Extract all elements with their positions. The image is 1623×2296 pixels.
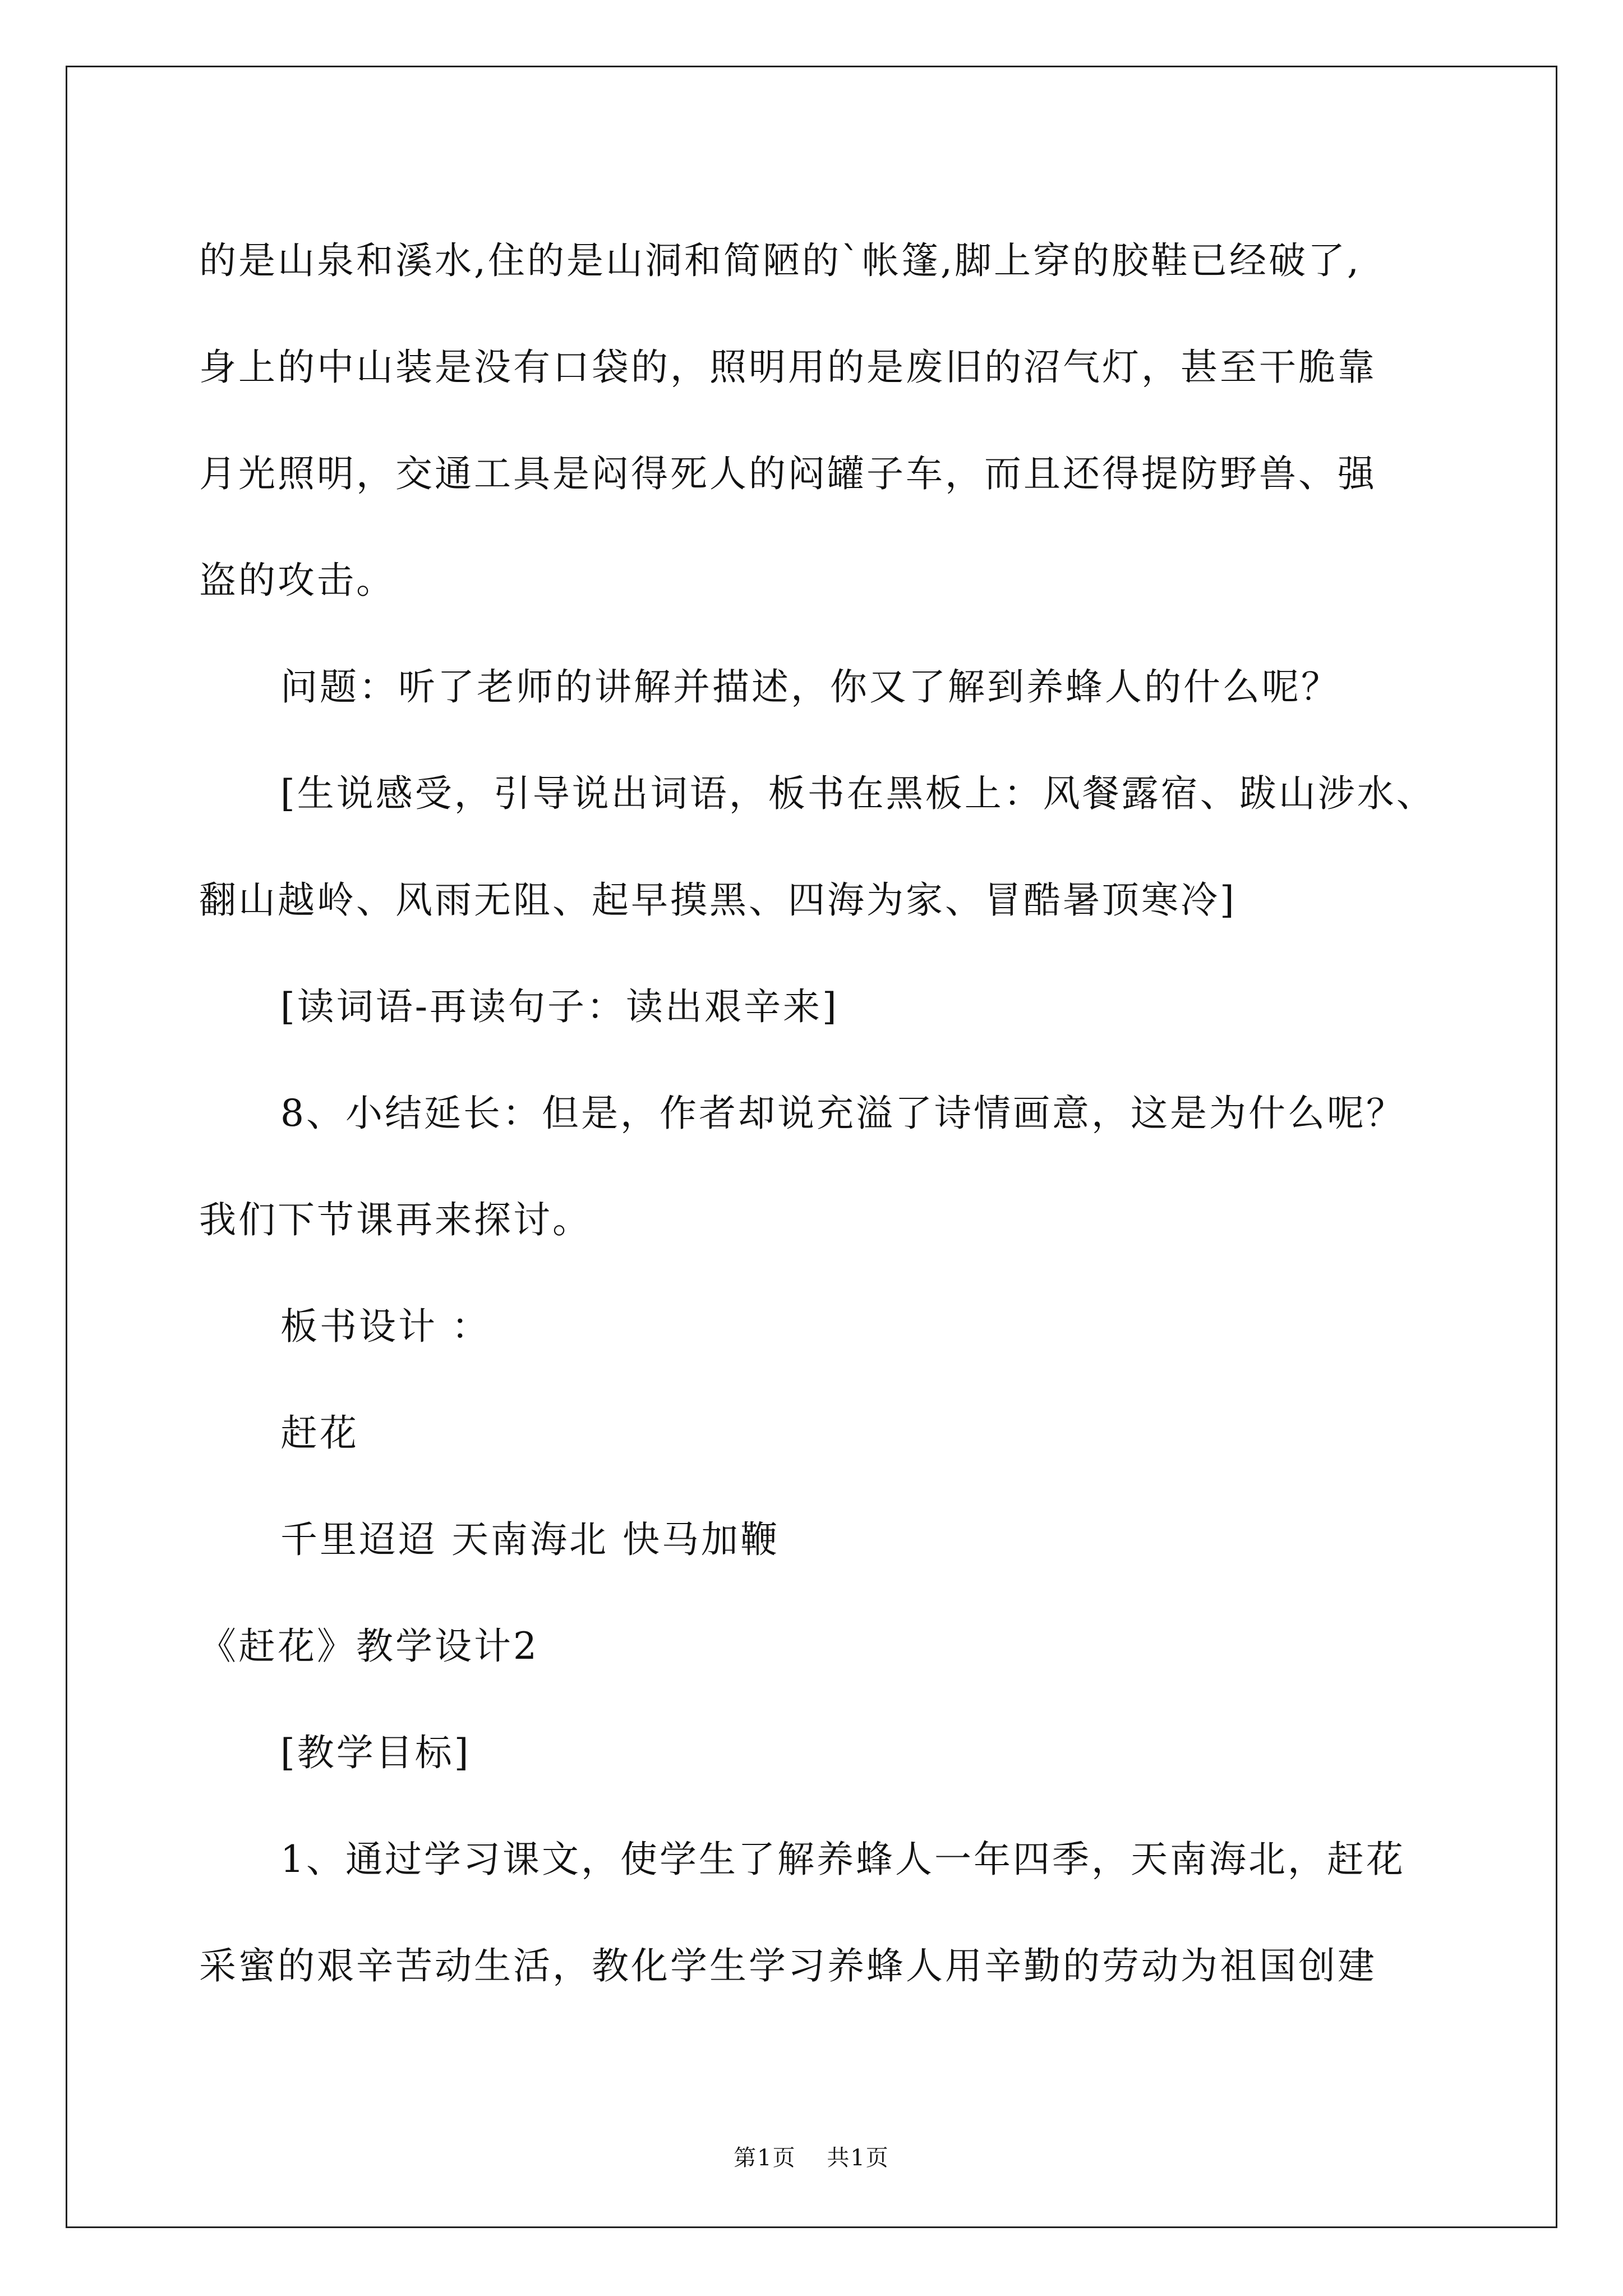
page-number: 第1页 bbox=[734, 2145, 796, 2171]
bracket-note-paragraph: [生说感受，引导说出词语，板书在黑板上：风餐露宿、跋山涉水、 bbox=[280, 772, 1436, 815]
page-total: 共1页 bbox=[827, 2145, 889, 2171]
text-line: 月光照明，交通工具是闷得死人的闷罐子车，而且还得提防野兽、强 bbox=[199, 452, 1377, 495]
text-line: 采蜜的艰辛苦动生活，教化学生学习养蜂人用辛勤的劳动为祖国创建 bbox=[199, 1944, 1377, 1987]
board-title: 赶花 bbox=[280, 1411, 359, 1455]
bracket-note-paragraph: [读词语-再读句子：读出艰辛来] bbox=[280, 985, 839, 1028]
board-design-heading: 板书设计 ： bbox=[280, 1305, 491, 1348]
text-line: 身上的中山装是没有口袋的，照明用的是废旧的沼气灯，甚至干脆靠 bbox=[199, 346, 1377, 389]
page-footer bbox=[0, 2140, 1623, 2172]
text-line: 盗的攻击。 bbox=[199, 559, 395, 602]
summary-paragraph: 8、小结延长：但是，作者却说充溢了诗情画意，这是为什么呢？ bbox=[280, 1092, 1405, 1135]
text-line: 的是山泉和溪水,住的是山洞和简陋的`帐篷,脚上穿的胶鞋已经破了, bbox=[199, 239, 1361, 282]
objectives-heading: [教学目标] bbox=[280, 1731, 471, 1774]
document-body bbox=[199, 208, 1467, 2019]
section-title: 《赶花》教学设计2 bbox=[199, 1625, 539, 1668]
text-line: 我们下节课再来探讨。 bbox=[199, 1198, 592, 1241]
board-keywords: 千里迢迢 天南海北 快马加鞭 bbox=[280, 1518, 780, 1561]
text-line: 翻山越岭、风雨无阻、起早摸黑、四海为家、冒酷暑顶寒冷] bbox=[199, 878, 1237, 922]
question-paragraph: 问题：听了老师的讲解并描述，你又了解到养蜂人的什么呢？ bbox=[280, 665, 1340, 708]
objective-item: 1、通过学习课文，使学生了解养蜂人一年四季，天南海北，赶花 bbox=[280, 1838, 1405, 1881]
